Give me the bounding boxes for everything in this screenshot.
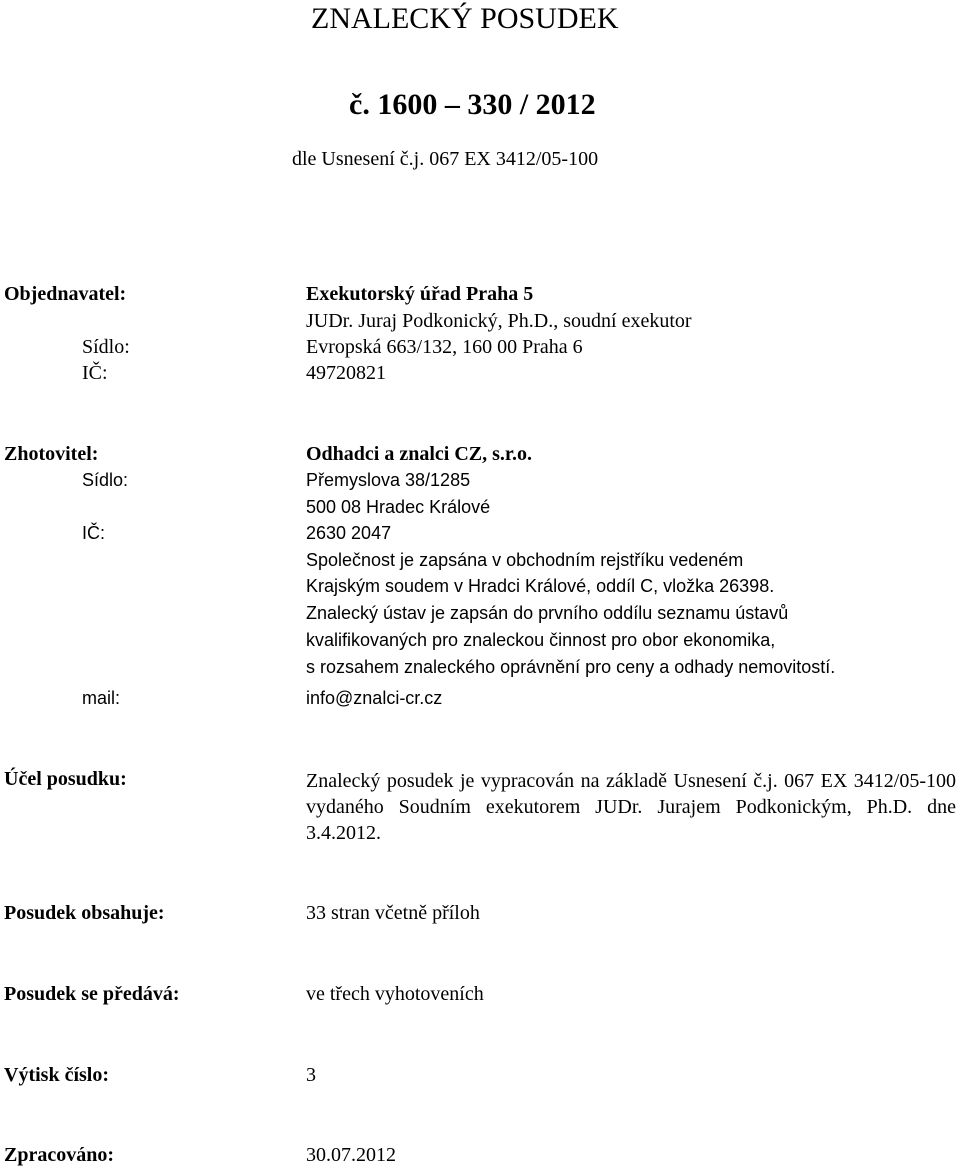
handover-value: ve třech vyhotoveních	[306, 983, 484, 1005]
document-number: č. 1600 – 330 / 2012	[349, 88, 596, 121]
contractor-mail[interactable]: info@znalci-cr.cz	[306, 688, 443, 708]
contents-label: Posudek obsahuje:	[4, 902, 165, 924]
client-seat-label: Sídlo:	[82, 336, 130, 358]
contractor-info-line: Krajským soudem v Hradci Králové, oddíl C, vložka 26398.	[306, 576, 775, 596]
contractor-label: Zhotovitel:	[4, 443, 99, 465]
client-ic-label: IČ:	[82, 362, 108, 384]
handover-label: Posudek se předává:	[4, 983, 180, 1005]
client-label: Objednavatel:	[4, 283, 127, 305]
purpose-text: Znalecký posudek je vypracován na základě Usnesení č.j. 067 EX 3412/05-100 vydaného Soudním exekutorem JUDr. Jurajem Podkonickým, Ph.D. dne 3.4.2012.	[306, 770, 956, 844]
client-seat: Evropská 663/132, 160 00 Praha 6	[306, 336, 583, 358]
client-ic: 49720821	[306, 362, 386, 384]
client-name: Exekutorský úřad Praha 5	[306, 283, 534, 305]
client-person: JUDr. Juraj Podkonický, Ph.D., soudní exekutor	[306, 310, 692, 332]
contractor-seat-label: Sídlo:	[82, 470, 129, 490]
contractor-seat-line2: 500 08 Hradec Králové	[306, 497, 491, 517]
document-reference: dle Usnesení č.j. 067 EX 3412/05-100	[292, 148, 599, 170]
copy-value: 3	[306, 1064, 316, 1086]
contractor-info-line: Znalecký ústav je zapsán do prvního oddílu seznamu ústavů	[306, 603, 789, 623]
contractor-ic-label: IČ:	[82, 523, 106, 543]
contractor-ic: 2630 2047	[306, 523, 392, 543]
processed-label: Zpracováno:	[4, 1144, 114, 1166]
contractor-info-line: s rozsahem znaleckého oprávnění pro ceny a odhady nemovitostí.	[306, 657, 836, 677]
contractor-seat-line1: Přemyslova 38/1285	[306, 470, 471, 490]
contractor-info-line: kvalifikovaných pro znaleckou činnost pro obor ekonomika,	[306, 630, 776, 650]
contractor-info-line: Společnost je zapsána v obchodním rejstříku vedeném	[306, 550, 744, 570]
document-title: ZNALECKÝ POSUDEK	[311, 2, 619, 35]
contractor-name: Odhadci a znalci CZ, s.r.o.	[306, 443, 532, 465]
processed-value: 30.07.2012	[306, 1144, 396, 1166]
copy-label: Výtisk číslo:	[4, 1064, 109, 1086]
purpose-label: Účel posudku:	[4, 768, 127, 790]
contents-value: 33 stran včetně příloh	[306, 902, 480, 924]
contractor-mail-label: mail:	[82, 688, 121, 708]
